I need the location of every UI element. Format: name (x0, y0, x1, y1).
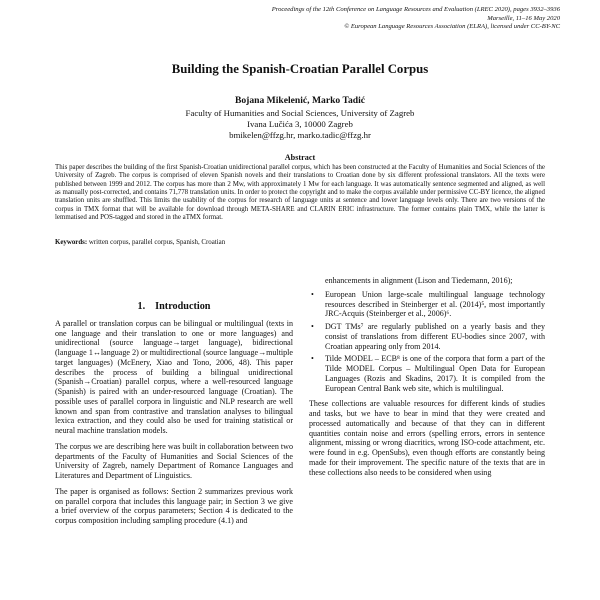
bullet-text: Tilde MODEL – ECB⁸ is one of the corpora that form a part of the Tilde MODEL Corpus – Multilingual Open Data for European Languages (Rozis and Skadins, 2017). It is compiled from the European Central Bank web site, which is multilingual. (325, 354, 545, 393)
bullet-text: European Union large-scale multilingual language technology resources described in Steinberger et al. (2014)⁵, most importantly JRC-Acquis (Steinberger et al., 2006)⁶. (325, 289, 545, 319)
affiliation-address: Ivana Lučića 3, 10000 Zagreb (247, 119, 353, 130)
proceedings-line-3: © European Language Resources Association (ELRA), licensed under CC-BY-NC (344, 23, 560, 30)
proceedings-header (140, 6, 560, 32)
keywords-text: written corpus, parallel corpus, Spanish, Croatian (88, 239, 226, 246)
paper-title: Building the Spanish-Croatian Parallel Corpus (171, 62, 429, 76)
proceedings-line-2: Marseille, 11–16 May 2020 (487, 14, 560, 22)
authors: Bojana Mikelenić, Marko Tadić (234, 95, 366, 106)
bullet-continuation: enhancements in alignment (Lison and Tiedemann, 2016); (325, 276, 513, 285)
right-paragraph: These collections are valuable resources for different kinds of studies and tasks, but we have to bear in mind that they were created and processed automatically and because of that they can in different quantities contain noise and errors (spelling errors, errors in sentence alignment, missing or wrong diacritics, wrong ISO-code attachment, etc. were found in e.g. OpenSubs), even though efforts are constantly being made for their improvement. The specific nature of the texts that are in these collections also needs to be considered when using (309, 399, 545, 477)
affiliation-institution: Faculty of Humanities and Social Sciences, University of Zagreb (185, 108, 415, 118)
abstract-heading: Abstract (284, 153, 316, 162)
bullet-icon: • (311, 354, 314, 364)
bullet-icon: • (311, 322, 314, 331)
intro-paragraph-3: The paper is organised as follows: Section 2 summarizes previous work on parallel corpora that includes this language pair; in Section 3 we give a brief overview of the corpus parameters; Section 4 is dedicated to the corpus composition including sampling procedure (4.1) and (55, 486, 293, 525)
bullet-text: DGT TMs⁷ are regularly published on a yearly basis and they consist of translations from different EU-bodies since 2007, with Croatian appearing only from 2014. (325, 322, 545, 351)
list-item (309, 354, 545, 393)
list-item (309, 322, 545, 351)
left-column (55, 302, 293, 532)
keywords-label: Keywords: (55, 239, 88, 246)
section-number: 1. (137, 301, 146, 312)
resource-bullet-list (309, 290, 545, 394)
keywords (55, 239, 545, 246)
abstract-text: This paper describes the building of the first Spanish-Croatian unidirectional parallel corpus, which has been constructed at the Faculty of Humanities and Social Sciences of the University of Zagreb. The corpus is comprised of eleven Spanish novels and their translations to Croatian done by six different professional translators. All the texts were published between 1999 and 2012. The corpus has more than 2 Mw, with approximately 1 Mw for each language. It was automatically sentence segmented and aligned, as well as manually post-corrected, and contains 71,778 translation units. In order to protect the copyright and to make the corpus available under permissive CC-BY licence, the aligned translation units are shuffled. This limits the usability of the corpus for research of language units at sentence and lower language levels only. There are two versions of the corpus in TMX format that will be available for download through META-SHARE and CLARIN ERIC infrastructure. The former contains plain TMX, while the latter is lemmatised and POS-tagged and stored in the aTMX format. (55, 164, 545, 222)
section-title: Introduction (155, 301, 211, 312)
list-item (309, 290, 545, 319)
proceedings-line-1: Proceedings of the 12th Conference on Language Resources and Evaluation (LREC 2020), pages 3932–3936 (271, 6, 560, 13)
intro-paragraph-1: A parallel or translation corpus can be bilingual or multilingual (texts in one language and their translation to one or more languages) and unidirectional (source language→target language), bidirectional (language 1↔language 2) or multidirectional (source language→multiple target languages) (McEnery, Xiao and Tono, 2006, 48). This paper describes the process of building a bilingual unidirectional (Spanish→Croatian) parallel corpus, where a well-resourced language (Spanish) is paired with an under-resourced language (Croatian). The possible uses of parallel corpora in linguistic and NLP research are well known and span from contrastive and translation analyses to bilingual lexica extraction, and they could also be used for training statistical or neural machine translation models. (55, 318, 293, 435)
section-heading-introduction (55, 302, 293, 312)
affiliation (0, 108, 600, 142)
bullet-icon: • (311, 289, 314, 299)
intro-paragraph-2: The corpus we are describing here was built in collaboration between two departments of the Faculty of Humanities and Social Sciences of the University of Zagreb, namely Department of Romance Languages and Literatures and Department of Linguistics. (55, 441, 293, 480)
affiliation-emails: bmikelen@ffzg.hr, marko.tadic@ffzg.hr (229, 130, 371, 141)
right-column (309, 276, 545, 483)
